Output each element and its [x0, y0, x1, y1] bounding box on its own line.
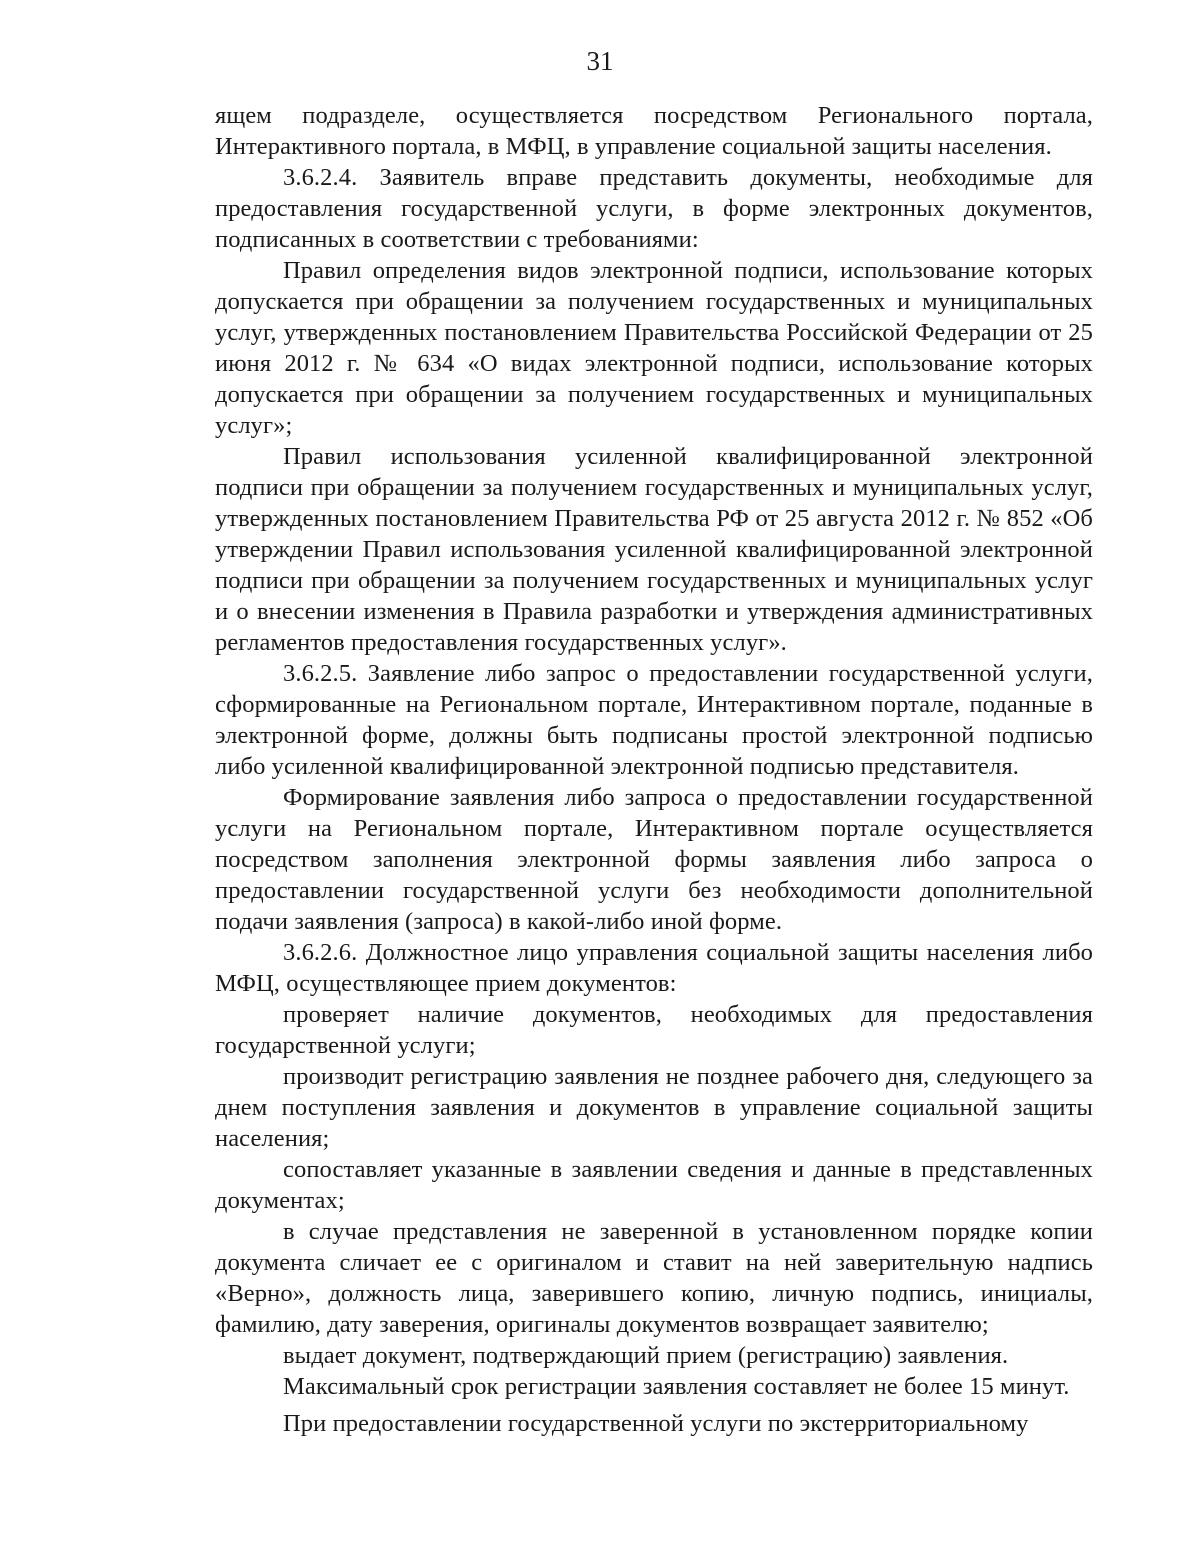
page-number: 31	[586, 46, 614, 76]
paragraph-3-6-2-5: 3.6.2.5. Заявление либо запрос о предоставлении государственной услуги, сформированные на Региональном портале, Интерактивном портале, поданные в электронной форме, должны быть подписаны простой электронной подписью либо усиленной квалифицированной электронной подписью представителя.	[215, 660, 1093, 780]
list-item-registers-application: производит регистрацию заявления не позднее рабочего дня, следующего за днем поступления заявления и документов в управление социальной защиты населения;	[215, 1063, 1093, 1152]
paragraph-continuation: ящем подразделе, осуществляется посредством Регионального портала, Интерактивного портала, в МФЦ, в управление социальной защиты населения.	[215, 102, 1093, 160]
list-item-certifies-copy: в случае представления не заверенной в установленном порядке копии документа сличает ее с оригиналом и ставит на ней заверительную надпись «Верно», должность лица, заверившего копию, личную подпись, инициалы, фамилию, дату заверения, оригиналы документов возвращает заявителю;	[215, 1218, 1093, 1338]
paragraph-rules-signature-types: Правил определения видов электронной подписи, использование которых допускается при обращении за получением государственных и муниципальных услуг, утвержденных постановлением Правительства Российской Федерации от 25 июня 2012 г. № 634 «О видах электронной подписи, использование которых допускается при обращении за получением государственных и муниципальных услуг»;	[215, 257, 1093, 439]
list-item-issues-receipt: выдает документ, подтверждающий прием (регистрацию) заявления.	[283, 1342, 1009, 1369]
paragraph-application-forming: Формирование заявления либо запроса о предоставлении государственной услуги на Региональном портале, Интерактивном портале осуществляется посредством заполнения электронной формы заявления либо запроса о предоставлении государственной услуги без необходимости дополнительной подачи заявления (запроса) в какой-либо иной форме.	[215, 784, 1093, 935]
paragraph-3-6-2-6: 3.6.2.6. Должностное лицо управления социальной защиты населения либо МФЦ, осуществляющее прием документов:	[215, 939, 1093, 997]
paragraph-max-registration-time: Максимальный срок регистрации заявления составляет не более 15 минут.	[283, 1373, 1070, 1400]
document-body	[215, 100, 1093, 1439]
paragraph-rules-qualified-signature: Правил использования усиленной квалифицированной электронной подписи при обращении за получением государственных и муниципальных услуг, утвержденных постановлением Правительства РФ от 25 августа 2012 г. № 852 «Об утверждении Правил использования усиленной квалифицированной электронной подписи при обращении за получением государственных и муниципальных услуг и о внесении изменения в Правила разработки и утверждения административных регламентов предоставления государственных услуг».	[215, 443, 1093, 656]
paragraph-extraterritorial: При предоставлении государственной услуги по экстерриториальному	[283, 1410, 1029, 1437]
list-item-checks-documents: проверяет наличие документов, необходимых для предоставления государственной услуги;	[215, 1001, 1093, 1059]
list-item-compares-data: сопоставляет указанные в заявлении сведения и данные в представленных документах;	[215, 1156, 1093, 1214]
paragraph-3-6-2-4: 3.6.2.4. Заявитель вправе представить документы, необходимые для предоставления государственной услуги, в форме электронных документов, подписанных в соответствии с требованиями:	[215, 164, 1093, 253]
